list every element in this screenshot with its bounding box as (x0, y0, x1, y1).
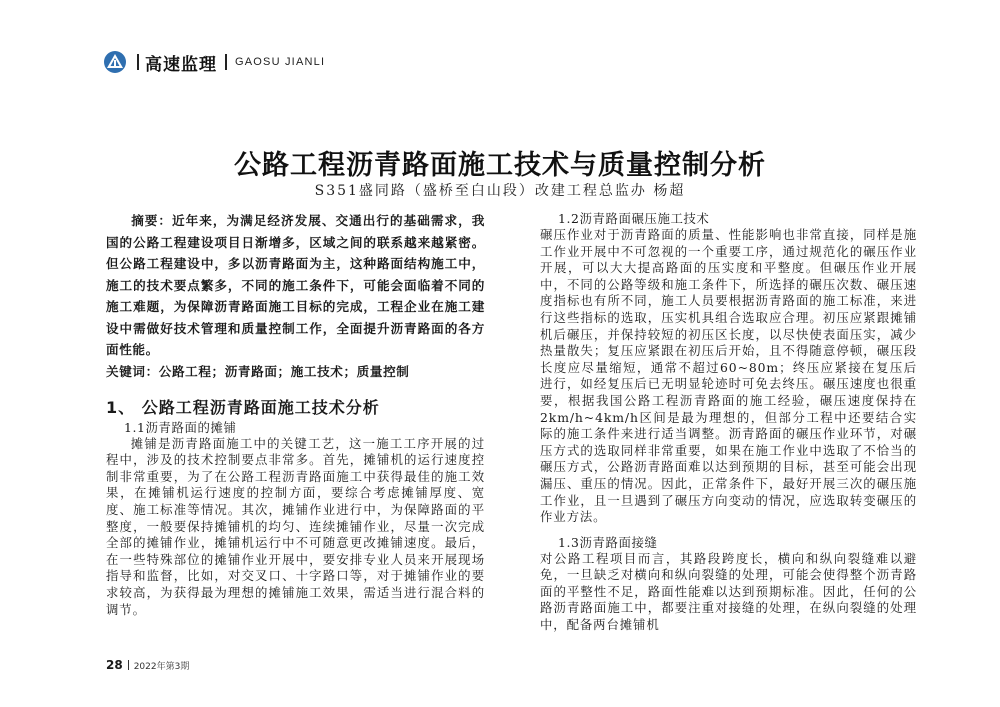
footer-divider (128, 660, 129, 670)
header-divider (225, 54, 227, 70)
left-column (106, 210, 485, 618)
subsection-heading: 1.3沥青路面接缝 (558, 534, 658, 550)
article-title: 公路工程沥青路面施工技术与质量控制分析 (234, 150, 766, 181)
article-author: S351盛同路（盛桥至白山段）改建工程总监办 杨超 (314, 183, 686, 199)
journal-logo-icon (103, 50, 127, 74)
journal-name-en: GAOSU JIANLI (235, 56, 326, 68)
header-divider (137, 54, 139, 70)
right-column (540, 210, 917, 634)
subsection-heading: 1.1沥青路面的摊铺 (124, 419, 237, 435)
journal-name-cn: 高速监理 (145, 54, 217, 75)
page-number: 28 (106, 658, 123, 672)
page-footer (106, 658, 189, 672)
paragraph: 对公路工程项目而言，其路段跨度长，横向和纵向裂缝难以避免，一旦缺乏对横向和纵向裂缝的处理，可能会使得整个沥青路面的平整性不足，路面性能难以达到预期标准。因此，任何的公路沥青路面施工中，都要注重对接缝的处理，在纵向裂缝的处理中，配备两台摊铺机 (540, 550, 917, 633)
paragraph: 碾压作业对于沥青路面的质量、性能影响也非常直接，同样是施工作业开展中不可忽视的一个重要工序，通过规范化的碾压作业开展，可以大大提高路面的压实度和平整度。但碾压作业开展中，不同的公路等级和施工条件下，所选择的碾压次数、碾压速度指标也有所不同，施工人员要根据沥青路面的施工标准，来进行这些指标的选取，压实机具组合选取应合理。初压应紧跟摊铺机后碾压，并保持较短的初压区长度，以尽快使表面压实，减少热量散失；复压应紧跟在初压后开始，且不得随意停顿，碾压段长度应尽量缩短，通常不超过60~80m；终压应紧接在复压后进行，如经复压后已无明显轮迹时可免去终压。碾压速度也很重要，根据我国公路工程沥青路面的施工经验，碾压速度保持在2km/h~4km/h区间是最为理想的，但部分工程中还要结合实际的施工条件来进行适当调整。沥青路面的碾压作业环节，对碾压方式的选取同样非常重要，如果在施工作业中选取了不恰当的碾压方式，公路沥青路面难以达到预期的目标，甚至可能会出现漏压、重压的情况。因此，正常条件下，最好开展三次的碾压施工作业，且一旦遇到了碾压方向变动的情况，应选取转变碾压的作业方法。 (540, 227, 917, 525)
section-heading: 1、 公路工程沥青路面施工技术分析 (106, 398, 380, 417)
subsection-heading: 1.2沥青路面碾压施工技术 (558, 211, 710, 226)
paragraph: 摊铺是沥青路面施工中的关键工艺，这一施工工序开展的过程中，涉及的技术控制要点非常多。首先，摊铺机的运行速度控制非常重要，为了在公路工程沥青路面施工中获得最佳的施工效果，在摊铺机运行速度的控制方面，要综合考虑摊铺厚度、宽度、施工标准等情况。其次，摊铺作业进行中，为保障路面的平整度，一般要保持摊铺机的均匀、连续摊铺作业，尽量一次完成全部的摊铺作业，摊铺机运行中不可随意更改摊铺速度。最后，在一些特殊部位的摊铺作业开展中，要安排专业人员来开展现场指导和监督，比如，对交叉口、十字路口等，对于摊铺作业的要求较高，为获得最为理想的摊铺施工效果，需适当进行混合料的调节。 (106, 435, 485, 617)
keywords: 关键词：公路工程；沥青路面；施工技术；质量控制 (106, 363, 410, 379)
issue-label: 2022年第3期 (133, 661, 190, 672)
abstract: 摘要：近年来，为满足经济发展、交通出行的基础需求，我国的公路工程建设项目日渐增多，区域之间的联系越来越紧密。但公路工程建设中，多以沥青路面为主，这种路面结构施工中，施工的技术要点繁多，不同的施工条件下，可能会面临着不同的施工难题，为保障沥青路面施工目标的完成，工程企业在施工建设中需做好技术管理和质量控制工作，全面提升沥青路面的各方面性能。 (106, 213, 485, 357)
journal-header (103, 50, 325, 74)
